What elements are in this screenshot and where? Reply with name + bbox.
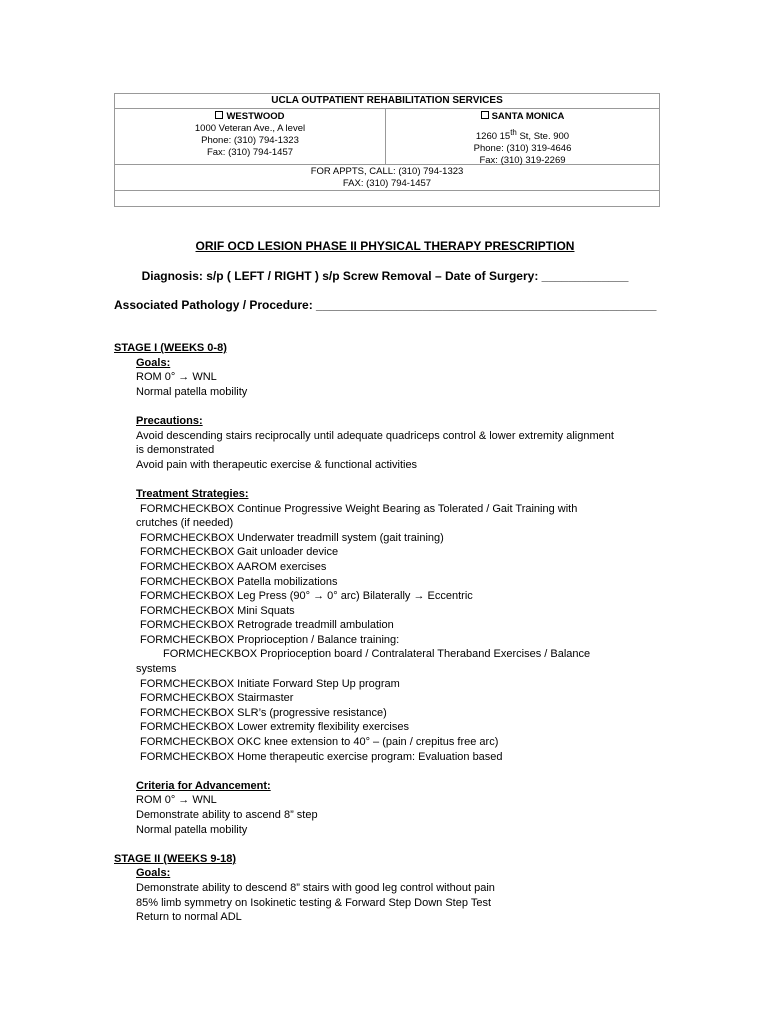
treatment-item[interactable]: FORMCHECKBOX OKC knee extension to 40° – (pain / crepitus free arc) [140,736,499,749]
goals-label: Goals: [136,867,171,880]
treatment-item[interactable]: FORMCHECKBOX Mini Squats [140,604,295,617]
prescription-body [114,341,674,925]
clinic-title: UCLA OUTPATIENT REHABILITATION SERVICES [115,94,659,109]
list-item: Normal patella mobility [136,385,248,398]
treatment-item[interactable]: FORMCHECKBOX Lower extremity flexibility exercises [140,721,409,734]
treatment-item[interactable]: FORMCHECKBOX Continue Progressive Weight Bearing as Tolerated / Gait Training with [140,502,578,515]
treatment-item[interactable]: FORMCHECKBOX Leg Press (90° → 0° arc) Bilaterally → Eccentric [140,590,473,603]
stage-1-heading: STAGE I (WEEKS 0-8) [114,342,227,354]
treatment-item[interactable]: FORMCHECKBOX Patella mobilizations [140,575,338,588]
appointments-row [115,165,659,191]
criteria-label: Criteria for Advancement: [136,779,271,792]
associated-pathology-line: Associated Pathology / Procedure: ___________________________________________________ [114,298,657,312]
treatment-item[interactable]: FORMCHECKBOX Stairmaster [140,692,294,705]
santa-monica-phone: Phone: (310) 319-4646 [473,143,572,155]
list-item: Return to normal ADL [136,911,242,924]
locations-row [115,109,659,165]
treatment-item[interactable]: FORMCHECKBOX Underwater treadmill system (gait training) [140,531,444,544]
treatment-item-cont: crutches (if needed) [136,517,234,530]
list-item: Demonstrate ability to descend 8” stairs with good leg control without pain [136,881,495,894]
precautions-label: Precautions: [136,414,203,427]
list-item: Demonstrate ability to ascend 8” step [136,809,318,821]
stage-2-goals [114,866,674,924]
list-item: 85% limb symmetry on Isokinetic testing & Forward Step Down Step Test [136,896,491,909]
treatment-item[interactable]: FORMCHECKBOX Retrograde treadmill ambulation [140,619,394,632]
treatment-item[interactable]: FORMCHECKBOX AAROM exercises [140,560,327,573]
appointments-phone: FOR APPTS, CALL: (310) 794-1323 [310,166,464,177]
empty-row [115,191,659,206]
westwood-fax: Fax: (310) 794-1457 [206,147,294,158]
treatment-item[interactable]: FORMCHECKBOX SLR’s (progressive resistance) [140,706,387,719]
treatment-item[interactable]: FORMCHECKBOX Proprioception board / Contralateral Theraband Exercises / Balance [163,648,591,661]
treatment-item[interactable]: FORMCHECKBOX Proprioception / Balance training: [140,633,400,646]
stage-1-goals [114,356,674,838]
santa-monica-location [386,109,659,167]
westwood-checkbox[interactable] [215,111,223,119]
treatment-item[interactable]: FORMCHECKBOX Gait unloader device [140,546,339,559]
list-item: Avoid pain with therapeutic exercise & functional activities [136,458,418,471]
stage-2-heading: STAGE II (WEEKS 9-18) [114,852,237,865]
westwood-address: 1000 Veteran Ave., A level [194,123,306,134]
document-title: ORIF OCD LESION PHASE II PHYSICAL THERAPY PRESCRIPTION [195,239,575,253]
westwood-name: WESTWOOD [226,111,285,122]
appointments-fax: FAX: (310) 794-1457 [342,178,432,189]
list-item: Avoid descending stairs reciprocally until adequate quadriceps control & lower extremity alignment [136,429,614,442]
goals-label: Goals: [136,356,171,369]
clinic-header-table [114,93,660,207]
treatment-label: Treatment Strategies: [136,487,249,500]
westwood-phone: Phone: (310) 794-1323 [201,135,299,146]
list-item: is demonstrated [136,444,215,457]
diagnosis-line: Diagnosis: s/p ( LEFT / RIGHT ) s/p Screw Removal – Date of Surgery: _____________ [141,269,629,283]
santa-monica-address: 1260 15th St, Ste. 900 [475,128,570,143]
santa-monica-checkbox[interactable] [481,111,489,119]
santa-monica-name: SANTA MONICA [491,111,565,122]
santa-monica-fax: Fax: (310) 319-2269 [479,155,566,167]
list-item: Normal patella mobility [136,823,248,836]
westwood-location [115,109,386,164]
list-item: ROM 0° → WNL [136,371,217,384]
treatment-item[interactable]: FORMCHECKBOX Initiate Forward Step Up program [140,677,400,690]
treatment-item[interactable]: FORMCHECKBOX Home therapeutic exercise program: Evaluation based [140,750,503,763]
list-item: ROM 0° → WNL [136,794,217,807]
treatment-item-cont: systems [136,663,177,676]
